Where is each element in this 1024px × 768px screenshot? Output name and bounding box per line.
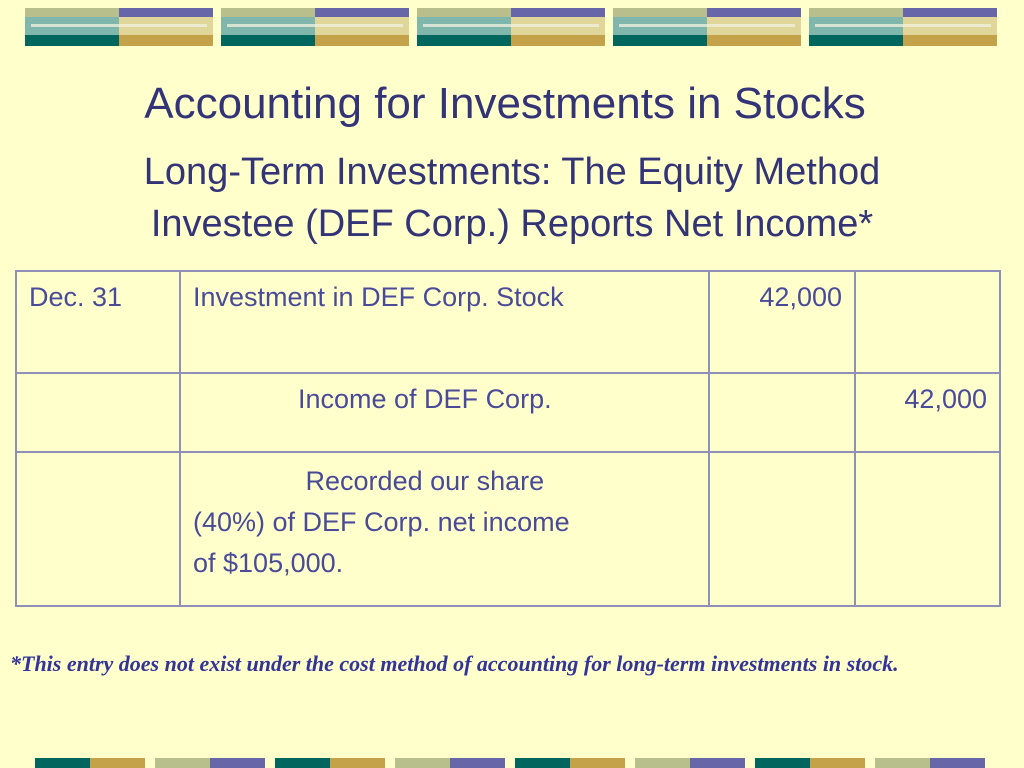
entry-explanation: Recorded our share (40%) of DEF Corp. net income of $105,000. xyxy=(193,466,570,578)
debit-cell: 42,000 xyxy=(709,271,855,373)
decorative-block xyxy=(635,758,745,768)
journal-entry-table xyxy=(15,270,1001,607)
date-cell xyxy=(16,452,180,606)
decorative-block xyxy=(613,8,801,46)
date-cell xyxy=(16,373,180,452)
decorative-block xyxy=(515,758,625,768)
credit-cell xyxy=(855,452,1000,606)
footnote: *This entry does not exist under the cost method of accounting for long-term investments in stock. xyxy=(10,651,899,676)
account-cell xyxy=(180,452,709,606)
subtitle-line-2: Investee (DEF Corp.) Reports Net Income* xyxy=(150,203,874,245)
date-cell: Dec. 31 xyxy=(16,271,180,373)
credit-account-label: Income of DEF Corp. xyxy=(298,384,552,414)
table-row xyxy=(16,271,1000,373)
decorative-block xyxy=(875,758,985,768)
debit-cell xyxy=(709,452,855,606)
slide-subtitle xyxy=(0,146,1024,250)
account-cell xyxy=(180,373,709,452)
decorative-block xyxy=(221,8,409,46)
credit-cell xyxy=(855,271,1000,373)
decorative-block xyxy=(25,8,213,46)
debit-cell xyxy=(709,373,855,452)
account-cell: Investment in DEF Corp. Stock xyxy=(180,271,709,373)
decorative-block xyxy=(155,758,265,768)
decorative-block xyxy=(35,758,145,768)
decorative-block xyxy=(755,758,865,768)
credit-cell: 42,000 xyxy=(855,373,1000,452)
subtitle-line-1: Long-Term Investments: The Equity Method xyxy=(143,151,881,193)
decorative-block xyxy=(275,758,385,768)
table-row xyxy=(16,373,1000,452)
table-row xyxy=(16,452,1000,606)
slide-title: Accounting for Investments in Stocks xyxy=(144,79,866,128)
decorative-block xyxy=(809,8,997,46)
decorative-block xyxy=(417,8,605,46)
decorative-block xyxy=(395,758,505,768)
top-decorative-band xyxy=(0,0,1024,56)
bottom-decorative-band xyxy=(0,758,1024,768)
